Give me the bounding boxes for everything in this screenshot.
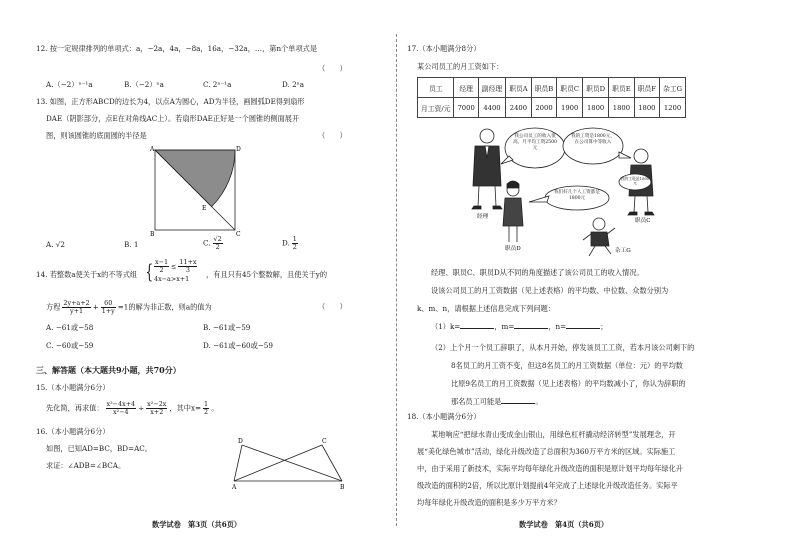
table-header-cell: 副经理 — [478, 78, 505, 98]
table-cell: 2400 — [506, 98, 532, 118]
q17-cartoon-illustration — [465, 122, 685, 260]
answer-blank-m[interactable] — [514, 322, 548, 329]
q13-line-3: 图，则该圆锥的底面圆的半径是 — [46, 131, 147, 140]
q14-option-c: C. −60或−59 — [46, 341, 94, 350]
table-cell: 1200 — [660, 98, 686, 118]
q17-part-2-line-2: 8名员工的月工资不变，但这8名员工的月工资数据（单位：元）的平均数 — [451, 361, 683, 370]
speech-bubble-manager — [501, 128, 565, 168]
q18-title: 18.（本小题满分6分） — [407, 412, 481, 421]
bubble-3-text: 我们好几个人工资都是1800元 — [554, 190, 600, 201]
q13-option-b: B. 1 — [124, 240, 139, 249]
q14-option-b: B. −61或−59 — [203, 323, 251, 332]
salary-table — [417, 77, 686, 118]
q16-triangle-figure — [232, 437, 352, 491]
worker-g-figure — [583, 218, 615, 256]
table-cell: 1900 — [557, 98, 583, 118]
clerk-d-figure — [503, 181, 523, 242]
q13-line-1: 13. 如图，正方形ABCD的边长为4，以点A为圆心，AD为半径，画圆弧DE得到扇形 — [36, 97, 305, 106]
speech-bubble-clerk-d — [529, 186, 609, 210]
q18-line-1: 某地响应“把绿水青山变成金山银山，用绿色杠杆撬动经济转型”发展理念，开 — [431, 430, 676, 439]
label-d: D — [236, 146, 241, 153]
q17-title: 17.（本小题满分8分） — [407, 44, 481, 53]
q12-stem: 12. 按一定规律排列的单项式：a，−2a，4a，−8a，16a，−32a，…，第n个单项式是 — [36, 44, 318, 53]
table-header-cell: 经理 — [454, 78, 478, 98]
q15-title: 15.（本小题满分6分） — [36, 383, 110, 392]
table-header-cell: 职员A — [506, 78, 532, 98]
q14-line-2: 方程 $\frac{2y+a+2}{y+1}$ + $\frac{60}{1+y}$ =1的解为非正数，则a的值为 — [46, 299, 212, 315]
q13-option-c: C. $\frac{√2}{2}$ — [203, 235, 222, 251]
label-a: A — [232, 484, 237, 491]
table-cell: 1800 — [583, 98, 609, 118]
bubble-4-text: 我的工资是1800元 — [620, 176, 650, 186]
q17-intro: 某公司员工的月工资如下： — [417, 62, 504, 71]
clerk-d-label: 职员D — [505, 246, 521, 252]
q17-after-line-3: k、m、n，请根据上述信息完成下列问题： — [417, 304, 555, 313]
q16-title: 16.（本小题满分6分） — [36, 427, 110, 436]
speech-bubble-worker-g — [619, 174, 651, 190]
q13-option-a: A. √2 — [46, 240, 65, 249]
label-d: D — [238, 438, 243, 445]
q14-option-a: A. −61或−58 — [46, 323, 94, 332]
table-cell: 1800 — [634, 98, 659, 118]
q18-line-4: 级改造的面积的2倍，所以比原计划提前4年完成了上述绿化升级改造任务。实际平 — [417, 481, 678, 490]
q16-given: 如图，已知AD=BC，BD=AC。 — [46, 444, 152, 453]
table-header-cell: 员工 — [418, 78, 454, 98]
label-c: C — [322, 438, 327, 445]
table-cell: 2000 — [531, 98, 557, 118]
manager-label: 经理 — [477, 214, 489, 220]
q12-answer-paren: （ ） — [318, 64, 347, 73]
table-cell: 4400 — [478, 98, 505, 118]
page-3-footer: 数学试卷 第3页（共6页） — [152, 520, 242, 529]
shaded-sector-dae — [155, 150, 235, 207]
q14-answer-paren: （ ） — [318, 302, 347, 311]
q14-line-1-pre: 14. 若整数a使关于x的不等式组 — [36, 270, 138, 279]
q18-line-5: 均每年绿化升级改造的面积是多少万平方米？ — [417, 498, 561, 507]
answer-blank-n[interactable] — [566, 322, 600, 329]
table-header-cell: 杂工G — [660, 78, 686, 98]
answer-blank-employee[interactable] — [501, 397, 535, 404]
label-e: E — [202, 205, 207, 212]
q17-part-2-line-4: 那名员工可能是 。 — [451, 397, 543, 406]
q14-option-d: D. −61或−60或−59 — [203, 341, 273, 350]
section-3-heading: 三、解答题（本大题共9小题，共70分） — [36, 365, 181, 375]
q12-option-b: B.（−2）ⁿa — [124, 80, 164, 89]
manager-figure — [472, 129, 502, 209]
segment-ad — [234, 445, 242, 481]
clerk-c-label: 职员C — [635, 218, 651, 224]
q13-answer-paren: （ ） — [318, 131, 347, 140]
q13-line-2: DAE（阴影部分，点E在对角线AC上）。若扇形DAE正好是一个圆锥的侧面展开 — [46, 114, 300, 123]
table-row — [418, 98, 686, 118]
table-header-cell: 职员E — [609, 78, 635, 98]
bubble-2-text: 我的工资是1800元，在公司算中等收入 — [571, 134, 615, 145]
table-cell: 1800 — [609, 98, 635, 118]
exam-page-4 — [397, 0, 794, 560]
label-b: B — [340, 484, 345, 491]
q18-line-2: 展“美化绿色城市”活动，绿化升级改造了总面积为360万平方米的区域。实际施工 — [417, 447, 676, 456]
q18-line-3: 中，由于采用了新技术，实际平均每年绿化升级改造的面积是原计划平均每年绿化升 — [417, 464, 683, 473]
table-header-row — [418, 78, 686, 98]
q14-inequality-system: { $\frac{x-1}{2}$ ≤ $\frac{11+x}{3}$ 4x−a>x+1 — [145, 258, 197, 283]
q16-prove: 求证：∠ADB=∠BCA。 — [46, 461, 126, 470]
page-4-footer: 数学试卷 第4页（共6页） — [519, 520, 609, 529]
segment-bc — [322, 445, 342, 481]
q12-option-a: A.（−2）ⁿ⁻¹a — [46, 80, 93, 89]
label-c: C — [236, 231, 241, 238]
label-a: A — [150, 146, 155, 153]
q13-option-d: D. $\frac{1}{2}$ — [282, 235, 297, 251]
q14-line-1-post: ，有且只有45个整数解，且使关于y的 — [206, 270, 328, 279]
table-header-cell: 职员C — [557, 78, 583, 98]
worker-g-label: 杂工G — [615, 248, 631, 254]
q12-option-d: D. 2ⁿa — [282, 80, 305, 89]
q17-part-2-line-3: 比原9名员工的月工资数据（见上述表格）的平均数减小了，你认为辞职的 — [451, 379, 686, 388]
table-row-label: 月工资/元 — [418, 98, 454, 118]
bubble-1-text: 我公司员工的收入很高，月平均工资2500元 — [513, 134, 557, 151]
table-header-cell: 职员F — [634, 78, 659, 98]
q12-option-c: C. 2ⁿ⁻¹a — [203, 80, 232, 89]
speech-bubble-clerk-c — [563, 128, 631, 164]
q17-part-1: （1）k= ，m= ，n= ； — [431, 322, 608, 331]
label-b: B — [150, 231, 155, 238]
table-header-cell: 职员D — [583, 78, 609, 98]
segment-ac — [234, 445, 322, 481]
q17-part-2-line-1: （2）上个月一个员工辞职了，从本月开始，停发该员工工资，若本月该公司剩下的 — [431, 343, 695, 352]
table-header-cell: 职员B — [531, 78, 557, 98]
table-cell: 7000 — [454, 98, 478, 118]
segment-bd — [242, 445, 342, 481]
q17-after-line-1: 经理、职员C、职员D从不同的角度描述了该公司员工的收入情况。 — [431, 268, 644, 277]
q17-after-line-2: 设该公司员工的月工资数据（见上述表格）的平均数、中位数、众数分别为 — [431, 286, 669, 295]
answer-blank-k[interactable] — [460, 322, 494, 329]
q13-square-figure — [150, 146, 240, 238]
q15-expression: 先化简，再求值： $\frac{\text{x²−4x+4}}{\text{x²−4}}$ ÷ $\frac{\text{x²−2x}}{x+2}$ ，其中x= $\frac{1}{2}$ 。 — [46, 400, 219, 416]
